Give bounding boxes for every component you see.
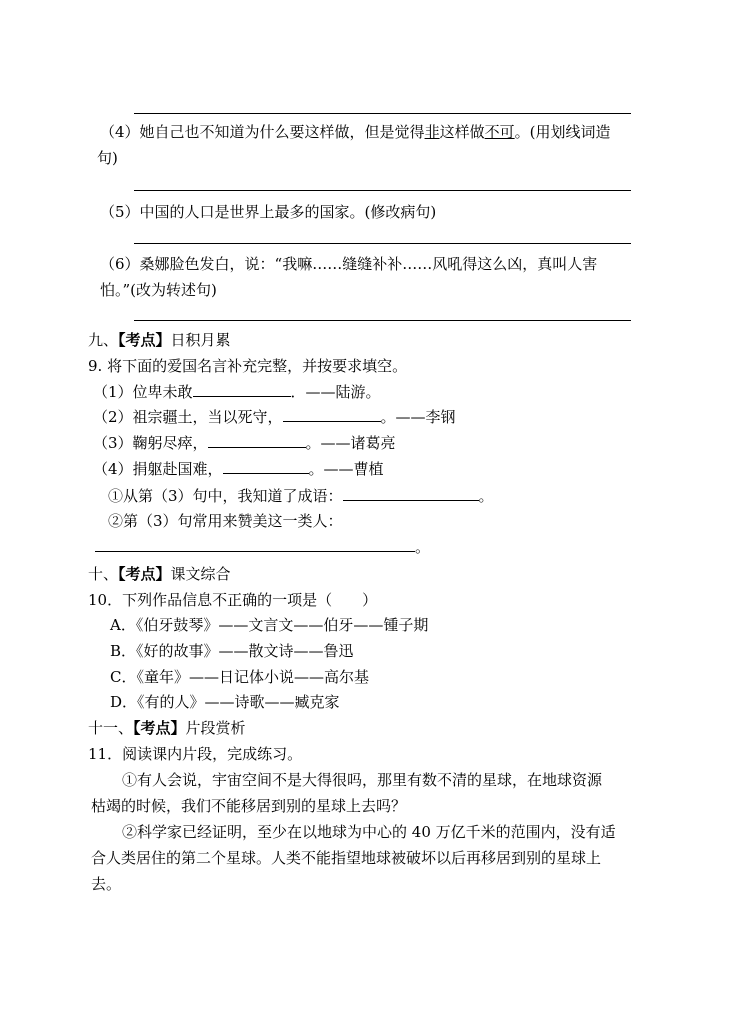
answer-line[interactable] — [134, 190, 631, 191]
q10-option-d[interactable]: D．《有的人》——诗歌——臧克家 — [110, 693, 340, 711]
passage-p2-line2: 合人类居住的第二个星球。人类不能指望地球被破坏以后再移居到别的星球上 — [91, 849, 602, 867]
q8-item5: （5）中国的人口是世界上最多的国家。(修改病句) — [100, 203, 437, 221]
answer-line[interactable] — [134, 113, 631, 114]
q10-option-a[interactable]: A．《伯牙鼓琴》——文言文——伯牙——锺子期 — [110, 616, 429, 634]
fill-blank[interactable] — [343, 485, 479, 501]
underlined-word: 不可 — [484, 123, 515, 141]
q9-sub1: ①从第（3）句中，我知道了成语： 。 — [108, 487, 494, 505]
q8-item4-line1: （4）她自己也不知道为什么要这样做，但是觉得非这样做不可。(用划线词造 — [100, 123, 611, 141]
fill-blank[interactable] — [208, 432, 306, 448]
q9-sub2-answer: 。 — [95, 536, 430, 557]
q9-item2: （2）祖宗疆土，当以死守， 。——李钢 — [93, 408, 456, 426]
section-10-heading: 十、【考点】课文综合 — [88, 565, 231, 583]
q9-item1: （1）位卑未敢 ．——陆游。 — [93, 383, 381, 401]
q10-stem: 10．下列作品信息不正确的一项是（ ） — [88, 591, 378, 609]
q10-option-c[interactable]: C．《童年》——日记体小说——高尔基 — [110, 668, 369, 686]
passage-p2-line1: ②科学家已经证明，至少在以地球为中心的 40 万亿千米的范围内，没有适 — [122, 823, 616, 841]
q9-sub2: ②第（3）句常用来赞美这一类人： — [108, 512, 343, 530]
fill-blank[interactable] — [223, 458, 309, 474]
fill-blank[interactable] — [95, 536, 415, 552]
fill-blank[interactable] — [193, 381, 291, 397]
passage-p1-line2: 枯竭的时候，我们不能移居到别的星球上去吗？ — [91, 797, 407, 815]
q9-item3: （3）鞠躬尽瘁， 。——诸葛亮 — [93, 434, 396, 452]
q9-stem: 9. 将下面的爱国名言补充完整，并按要求填空。 — [88, 357, 408, 375]
answer-line[interactable] — [134, 320, 631, 321]
passage-p2-line3: 去。 — [91, 875, 122, 893]
section-11-heading: 十一、【考点】片段赏析 — [88, 719, 246, 737]
q8-item6-line1: （6）桑娜脸色发白，说：“我嘛……缝缝补补……风吼得这么凶，真叫人害 — [100, 255, 598, 273]
q8-item4-line2: 句) — [97, 149, 118, 167]
answer-line[interactable] — [134, 243, 631, 244]
q8-item4-number: （4） — [100, 123, 140, 141]
section-9-heading: 九、【考点】日积月累 — [88, 331, 231, 349]
q9-item4: （4）捐躯赴国难， 。——曹植 — [93, 460, 384, 478]
q8-item6-line2: 怕。”(改为转述句) — [100, 281, 217, 299]
fill-blank[interactable] — [283, 406, 381, 422]
passage-p1-line1: ①有人会说，宇宙空间不是大得很吗，那里有数不清的星球，在地球资源 — [122, 771, 603, 789]
q10-option-b[interactable]: B．《好的故事》——散文诗——鲁迅 — [110, 642, 354, 660]
q11-stem: 11．阅读课内片段，完成练习。 — [88, 745, 303, 763]
underlined-word: 非 — [424, 123, 440, 141]
